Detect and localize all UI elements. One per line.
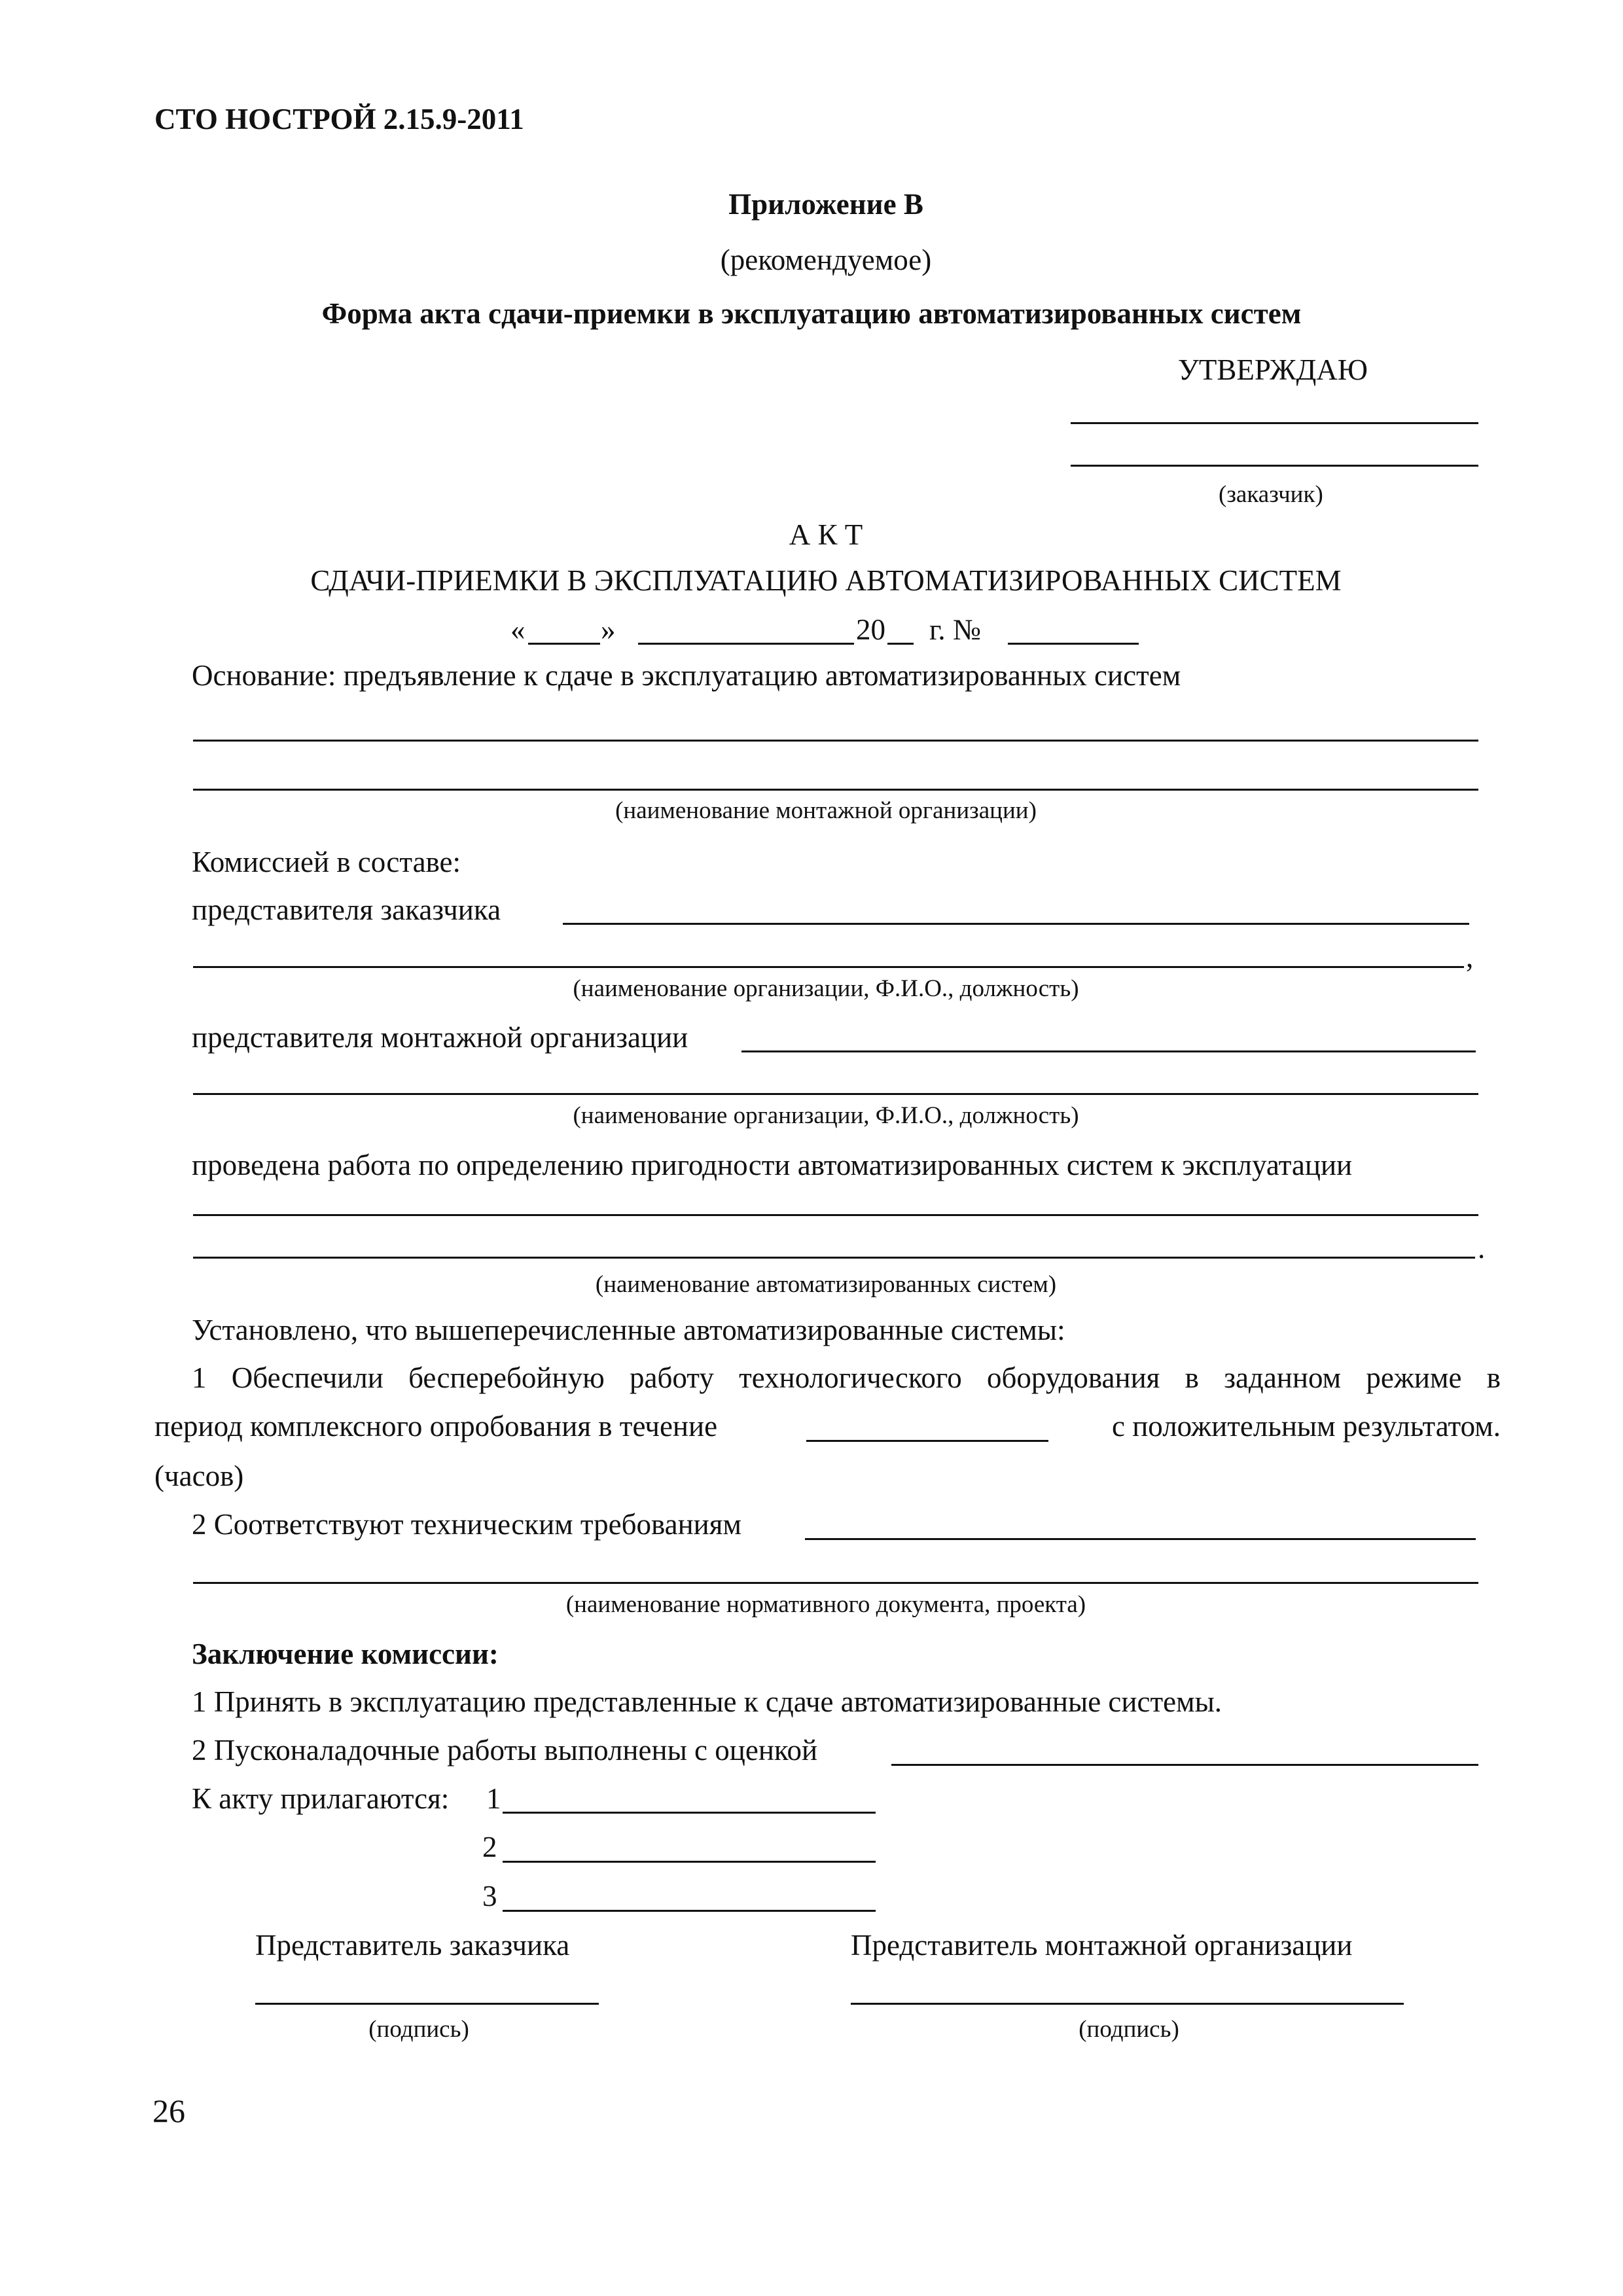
basis-text: Основание: предъявление к сдаче в эксплуатацию автоматизированных систем xyxy=(192,659,1181,692)
grade-field[interactable] xyxy=(891,1764,1478,1766)
systems-line-2[interactable] xyxy=(193,1257,1475,1259)
customer-rep-field-2[interactable] xyxy=(193,966,1464,968)
customer-signature-caption: (подпись) xyxy=(368,2016,469,2043)
appendix-status: (рекомендуемое) xyxy=(720,243,932,276)
attachment-number-2: 2 xyxy=(482,1831,497,1863)
finding-1-line-1: 1 Обеспечили бесперебойную работу технологического оборудования в заданном режиме в xyxy=(192,1361,1501,1394)
act-subtitle: СДАЧИ-ПРИЕМКИ В ЭКСПЛУАТАЦИЮ АВТОМАТИЗИРОВАННЫХ СИСТЕМ xyxy=(310,564,1342,597)
installer-signature-label: Представитель монтажной организации xyxy=(851,1929,1353,1962)
hours-field[interactable] xyxy=(806,1440,1048,1442)
date-year-prefix: 20 xyxy=(856,613,885,646)
form-title: Форма акта сдачи-приемки в эксплуатацию автоматизированных систем xyxy=(321,297,1302,330)
finding-1-line-2-right: с положительным результатом. xyxy=(1112,1410,1501,1443)
basis-line-1[interactable] xyxy=(193,740,1478,742)
approval-line-1[interactable] xyxy=(1071,422,1478,424)
conclusion-item-2: 2 Пусконаладочные работы выполнены с оценкой xyxy=(192,1734,818,1767)
document-code: СТО НОСТРОЙ 2.15.9-2011 xyxy=(154,103,524,135)
finding-1-line-2-left: период комплексного опробования в течение xyxy=(154,1410,718,1443)
installer-rep-field[interactable] xyxy=(741,1050,1476,1052)
attachment-number-1: 1 xyxy=(486,1782,501,1815)
attachment-field-2[interactable] xyxy=(503,1861,876,1863)
act-number-field[interactable] xyxy=(1008,643,1139,645)
attachment-field-3[interactable] xyxy=(503,1910,876,1912)
finding-2-label: 2 Соответствуют техническим требованиям xyxy=(192,1508,741,1541)
customer-rep-label: представителя заказчика xyxy=(192,893,501,926)
attachment-number-3: 3 xyxy=(482,1880,497,1912)
date-year-field[interactable] xyxy=(887,643,914,645)
systems-line-1[interactable] xyxy=(193,1214,1478,1216)
page-number: 26 xyxy=(152,2092,185,2129)
customer-rep-field[interactable] xyxy=(563,923,1469,925)
customer-rep-caption: (наименование организации, Ф.И.О., должность) xyxy=(573,975,1079,1002)
date-month-field[interactable] xyxy=(638,643,854,645)
installer-rep-field-2[interactable] xyxy=(193,1093,1478,1095)
installer-signature-field[interactable] xyxy=(851,2003,1404,2005)
work-performed-text: проведена работа по определению пригодности автоматизированных систем к эксплуатации xyxy=(192,1149,1353,1181)
act-title: А К Т xyxy=(789,518,863,551)
attachment-field-1[interactable] xyxy=(503,1812,876,1814)
approval-label: УТВЕРЖДАЮ xyxy=(1178,353,1368,386)
systems-period: . xyxy=(1478,1232,1486,1265)
approval-line-2[interactable] xyxy=(1071,465,1478,467)
finding-1-line-3: (часов) xyxy=(154,1460,244,1492)
approval-caption: (заказчик) xyxy=(1219,481,1323,508)
basis-line-2[interactable] xyxy=(193,789,1478,791)
conclusion-heading: Заключение комиссии: xyxy=(192,1638,499,1670)
date-day-field[interactable] xyxy=(528,643,600,645)
requirements-field[interactable] xyxy=(805,1538,1476,1540)
findings-intro: Установлено, что вышеперечисленные автоматизированные системы: xyxy=(192,1314,1065,1346)
installer-rep-caption: (наименование организации, Ф.И.О., должность) xyxy=(573,1102,1079,1129)
date-open-quote: « xyxy=(510,613,526,646)
act-number-label: г. № xyxy=(929,613,981,646)
basis-caption: (наименование монтажной организации) xyxy=(615,797,1037,824)
commission-heading: Комиссией в составе: xyxy=(192,846,461,878)
appendix-title: Приложение В xyxy=(728,188,923,221)
date-close-quote: » xyxy=(601,613,616,646)
conclusion-item-1: 1 Принять в эксплуатацию представленные к сдаче автоматизированные системы. xyxy=(192,1685,1222,1718)
customer-signature-field[interactable] xyxy=(255,2003,599,2005)
customer-signature-label: Представитель заказчика xyxy=(255,1929,570,1962)
requirements-field-2[interactable] xyxy=(193,1582,1478,1584)
installer-signature-caption: (подпись) xyxy=(1079,2016,1179,2043)
attachments-label: К акту прилагаются: xyxy=(192,1782,450,1815)
requirements-caption: (наименование нормативного документа, проекта) xyxy=(565,1591,1086,1618)
customer-rep-comma: , xyxy=(1466,941,1474,973)
systems-caption: (наименование автоматизированных систем) xyxy=(595,1271,1057,1298)
installer-rep-label: представителя монтажной организации xyxy=(192,1021,688,1054)
